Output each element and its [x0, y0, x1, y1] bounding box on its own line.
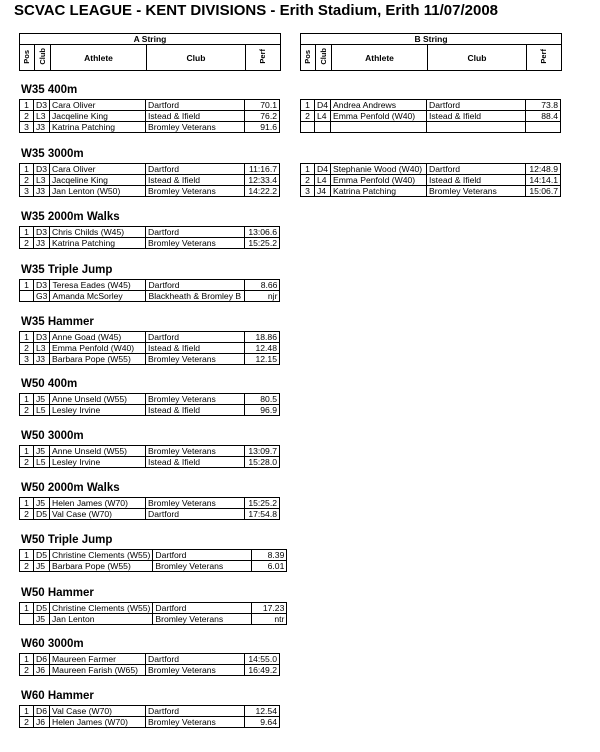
club-cell [427, 122, 526, 133]
athlete-cell: Helen James (W70) [50, 498, 146, 509]
perf-cell: 76.2 [245, 111, 280, 122]
club-cell: Dartford [146, 509, 245, 520]
club-code-cell: J3 [34, 354, 50, 365]
club-cell: Dartford [146, 164, 245, 175]
perf-cell: 9.64 [245, 717, 280, 728]
club-code-cell: J3 [34, 238, 50, 249]
pos-cell: 1 [20, 280, 34, 291]
pos-cell: 2 [20, 405, 34, 416]
athlete-cell: Emma Penfold (W40) [331, 111, 427, 122]
perf-cell: 15:25.2 [245, 498, 280, 509]
club-code-cell: D3 [34, 100, 50, 111]
club-cell: Dartford [146, 706, 245, 717]
perf-cell: 6.01 [252, 561, 287, 572]
club-cell: Dartford [146, 100, 245, 111]
perf-cell: njr [245, 291, 280, 302]
perf-cell [526, 122, 561, 133]
pos-cell: 3 [20, 354, 34, 365]
pos-cell: 1 [20, 332, 34, 343]
club-code-cell: J3 [34, 186, 50, 197]
pos-cell: 1 [20, 498, 34, 509]
athlete-cell: Barbara Pope (W55) [50, 561, 153, 572]
athlete-cell: Katrina Patching [50, 122, 146, 133]
pos-cell: 3 [301, 186, 315, 197]
club-code-cell: L4 [315, 111, 331, 122]
table-row [20, 164, 280, 175]
athlete-cell: Chris Childs (W45) [50, 227, 146, 238]
pos-cell: 1 [20, 394, 34, 405]
a-string-results-table [19, 705, 280, 728]
club-code-cell: D3 [34, 332, 50, 343]
club-code-cell: J5 [34, 446, 50, 457]
club-code-cell: J3 [34, 122, 50, 133]
event-title: W50 Triple Jump [21, 534, 113, 546]
table-row [20, 550, 287, 561]
athlete-cell: Maureen Farmer [50, 654, 146, 665]
page-title: SCVAC LEAGUE - KENT DIVISIONS - Erith Stadium, Erith 11/07/2008 [14, 2, 498, 19]
perf-cell: 17.23 [252, 603, 287, 614]
club-code-header: Club [37, 48, 47, 65]
club-code-cell: L3 [34, 343, 50, 354]
pos-cell [20, 291, 34, 302]
table-row [301, 175, 561, 186]
athlete-cell [331, 122, 427, 133]
perf-cell: 12.15 [245, 354, 280, 365]
athlete-cell: Jacqeline King [50, 111, 146, 122]
athlete-cell: Emma Penfold (W40) [50, 343, 146, 354]
perf-cell: 8.39 [252, 550, 287, 561]
pos-cell: 1 [301, 100, 315, 111]
club-cell: Bromley Veterans [427, 186, 526, 197]
club-cell: Bromley Veterans [146, 186, 245, 197]
a-string-results-table [19, 549, 287, 572]
athlete-cell: Lesley Irvine [50, 457, 146, 468]
perf-cell: 88.4 [526, 111, 561, 122]
table-row [20, 394, 280, 405]
perf-cell: 8.66 [245, 280, 280, 291]
athlete-cell: Helen James (W70) [50, 717, 146, 728]
club-cell: Istead & Ifield [146, 343, 245, 354]
pos-cell: 1 [20, 100, 34, 111]
club-code-header: Club [318, 48, 328, 65]
club-code-cell: L3 [34, 111, 50, 122]
club-cell: Istead & Ifield [427, 111, 526, 122]
athlete-cell: Katrina Patching [331, 186, 427, 197]
perf-cell: 70.1 [245, 100, 280, 111]
table-row [20, 706, 280, 717]
athlete-cell: Val Case (W70) [50, 706, 146, 717]
athlete-header: Athlete [51, 45, 147, 71]
perf-cell: 80.5 [245, 394, 280, 405]
a-string-results-table [19, 279, 280, 302]
pos-cell: 2 [301, 175, 315, 186]
pos-cell: 1 [20, 603, 34, 614]
club-cell: Istead & Ifield [146, 175, 245, 186]
athlete-cell: Christine Clements (W55) [50, 603, 153, 614]
club-code-cell: D4 [315, 100, 331, 111]
table-row [301, 100, 561, 111]
perf-cell: 11:16.7 [245, 164, 280, 175]
club-code-cell: L3 [34, 175, 50, 186]
table-row [20, 227, 280, 238]
club-code-cell: D5 [34, 603, 50, 614]
perf-cell: 12.48 [245, 343, 280, 354]
athlete-cell: Anne Goad (W45) [50, 332, 146, 343]
a-string-results-table [19, 653, 280, 676]
pos-cell: 3 [20, 122, 34, 133]
club-header: Club [428, 45, 527, 71]
club-header: Club [147, 45, 246, 71]
club-cell: Bromley Veterans [146, 122, 245, 133]
club-code-cell: D3 [34, 280, 50, 291]
a-string-label: A String [20, 34, 281, 45]
perf-cell: 15:28.0 [245, 457, 280, 468]
table-row [301, 122, 561, 133]
club-cell: Dartford [146, 227, 245, 238]
club-code-cell: G3 [34, 291, 50, 302]
club-cell: Istead & Ifield [146, 405, 245, 416]
club-code-cell: L5 [34, 405, 50, 416]
a-string-results-table [19, 331, 280, 365]
event-title: W35 Hammer [21, 316, 94, 328]
athlete-cell: Christine Clements (W55) [50, 550, 153, 561]
table-row [20, 446, 280, 457]
perf-cell: 73.8 [526, 100, 561, 111]
perf-cell: 14:22.2 [245, 186, 280, 197]
table-row [20, 561, 287, 572]
club-cell: Bromley Veterans [146, 665, 245, 676]
table-row [20, 291, 280, 302]
pos-cell: 2 [20, 561, 34, 572]
table-row [20, 354, 280, 365]
athlete-cell: Andrea Andrews [331, 100, 427, 111]
club-code-cell: D6 [34, 706, 50, 717]
a-string-results-table [19, 99, 280, 133]
pos-header: Pos [303, 49, 312, 64]
club-cell: Bromley Veterans [146, 394, 245, 405]
club-code-cell: D5 [34, 550, 50, 561]
perf-header: Perf [539, 49, 548, 64]
table-row [20, 332, 280, 343]
pos-cell: 2 [20, 175, 34, 186]
pos-cell: 1 [301, 164, 315, 175]
club-code-cell: J6 [34, 717, 50, 728]
club-cell: Dartford [427, 164, 526, 175]
a-string-results-table [19, 163, 280, 197]
event-title: W50 3000m [21, 430, 84, 442]
pos-cell [20, 614, 34, 625]
table-row [301, 186, 561, 197]
perf-cell: 14:14.1 [526, 175, 561, 186]
athlete-cell: Val Case (W70) [50, 509, 146, 520]
pos-cell: 1 [20, 164, 34, 175]
perf-cell: 18.86 [245, 332, 280, 343]
table-row [20, 238, 280, 249]
athlete-cell: Teresa Eades (W45) [50, 280, 146, 291]
athlete-cell: Anne Unseld (W55) [50, 446, 146, 457]
pos-cell: 3 [20, 186, 34, 197]
pos-cell: 1 [20, 706, 34, 717]
event-title: W60 3000m [21, 638, 84, 650]
pos-cell: 2 [20, 509, 34, 520]
club-cell: Istead & Ifield [146, 111, 245, 122]
athlete-cell: Barbara Pope (W55) [50, 354, 146, 365]
athlete-cell: Cara Oliver [50, 100, 146, 111]
event-title: W50 2000m Walks [21, 482, 120, 494]
table-row [20, 122, 280, 133]
perf-cell: 16:49.2 [245, 665, 280, 676]
club-cell: Bromley Veterans [146, 446, 245, 457]
perf-header: Perf [258, 49, 267, 64]
perf-cell: 96.9 [245, 405, 280, 416]
perf-cell: 91.6 [245, 122, 280, 133]
athlete-cell: Maureen Farish (W65) [50, 665, 146, 676]
club-cell: Istead & Ifield [427, 175, 526, 186]
table-row [20, 343, 280, 354]
club-cell: Dartford [153, 550, 252, 561]
table-row [20, 405, 280, 416]
club-cell: Dartford [146, 280, 245, 291]
table-row [20, 175, 280, 186]
a-string-results-table [19, 226, 280, 249]
athlete-cell: Emma Penfold (W40) [331, 175, 427, 186]
table-row [20, 186, 280, 197]
event-title: W60 Hammer [21, 690, 94, 702]
event-title: W35 3000m [21, 148, 84, 160]
pos-header: Pos [22, 49, 31, 64]
event-title: W50 400m [21, 378, 78, 390]
a-string-results-table [19, 602, 287, 625]
a-string-results-table [19, 445, 280, 468]
club-code-cell: D5 [34, 509, 50, 520]
club-cell: Blackheath & Bromley B [146, 291, 245, 302]
perf-cell: 12.54 [245, 706, 280, 717]
perf-cell: 14:55.0 [245, 654, 280, 665]
club-code-cell [315, 122, 331, 133]
club-code-cell: D3 [34, 227, 50, 238]
club-code-cell: D4 [315, 164, 331, 175]
a-string-results-table [19, 497, 280, 520]
event-title: W50 Hammer [21, 587, 94, 599]
pos-cell: 2 [20, 457, 34, 468]
pos-cell: 2 [20, 238, 34, 249]
table-row [301, 111, 561, 122]
table-row [20, 509, 280, 520]
table-row [20, 665, 280, 676]
club-code-cell: J5 [34, 394, 50, 405]
club-code-cell: J5 [34, 614, 50, 625]
pos-cell: 2 [20, 111, 34, 122]
club-cell: Istead & Ifield [146, 457, 245, 468]
table-row [20, 614, 287, 625]
perf-cell: 15:25.2 [245, 238, 280, 249]
club-cell: Dartford [427, 100, 526, 111]
club-cell: Bromley Veterans [146, 238, 245, 249]
table-row [20, 498, 280, 509]
perf-cell: 15:06.7 [526, 186, 561, 197]
perf-cell: 17:54.8 [245, 509, 280, 520]
table-row [20, 717, 280, 728]
club-cell: Bromley Veterans [146, 354, 245, 365]
athlete-cell: Cara Oliver [50, 164, 146, 175]
pos-cell: 2 [20, 343, 34, 354]
club-code-cell: D6 [34, 654, 50, 665]
table-row [20, 100, 280, 111]
athlete-cell: Jan Lenton [50, 614, 153, 625]
athlete-cell: Jan Lenton (W50) [50, 186, 146, 197]
pos-cell: 1 [20, 550, 34, 561]
perf-cell: 12:33.4 [245, 175, 280, 186]
club-code-cell: L5 [34, 457, 50, 468]
athlete-cell: Katrina Patching [50, 238, 146, 249]
club-cell: Dartford [146, 332, 245, 343]
club-code-cell: L4 [315, 175, 331, 186]
pos-cell: 1 [20, 227, 34, 238]
a-string-results-table [19, 393, 280, 416]
pos-cell [301, 122, 315, 133]
table-row [20, 654, 280, 665]
event-title: W35 Triple Jump [21, 264, 113, 276]
perf-cell: 13:06.6 [245, 227, 280, 238]
athlete-cell: Anne Unseld (W55) [50, 394, 146, 405]
table-row [301, 164, 561, 175]
club-code-cell: J4 [315, 186, 331, 197]
table-row [20, 280, 280, 291]
b-string-results-table [300, 163, 561, 197]
club-cell: Dartford [153, 603, 252, 614]
club-cell: Dartford [146, 654, 245, 665]
athlete-cell: Amanda McSorley [50, 291, 146, 302]
perf-cell: 12:48.9 [526, 164, 561, 175]
pos-cell: 2 [301, 111, 315, 122]
event-title: W35 400m [21, 84, 78, 96]
perf-cell: 13:09.7 [245, 446, 280, 457]
a-string-header [19, 33, 281, 71]
athlete-cell: Lesley Irvine [50, 405, 146, 416]
club-code-cell: D3 [34, 164, 50, 175]
table-row [20, 603, 287, 614]
club-code-cell: J5 [34, 561, 50, 572]
perf-cell: ntr [252, 614, 287, 625]
athlete-cell: Jacqeline King [50, 175, 146, 186]
b-string-results-table [300, 99, 561, 133]
event-title: W35 2000m Walks [21, 211, 120, 223]
pos-cell: 1 [20, 446, 34, 457]
club-cell: Bromley Veterans [146, 717, 245, 728]
table-row [20, 111, 280, 122]
club-cell: Bromley Veterans [153, 614, 252, 625]
pos-cell: 2 [20, 717, 34, 728]
pos-cell: 1 [20, 654, 34, 665]
table-row [20, 457, 280, 468]
club-cell: Bromley Veterans [146, 498, 245, 509]
b-string-label: B String [301, 34, 562, 45]
b-string-header [300, 33, 562, 71]
athlete-cell: Stephanie Wood (W40) [331, 164, 427, 175]
club-cell: Bromley Veterans [153, 561, 252, 572]
athlete-header: Athlete [332, 45, 428, 71]
club-code-cell: J6 [34, 665, 50, 676]
club-code-cell: J5 [34, 498, 50, 509]
pos-cell: 2 [20, 665, 34, 676]
